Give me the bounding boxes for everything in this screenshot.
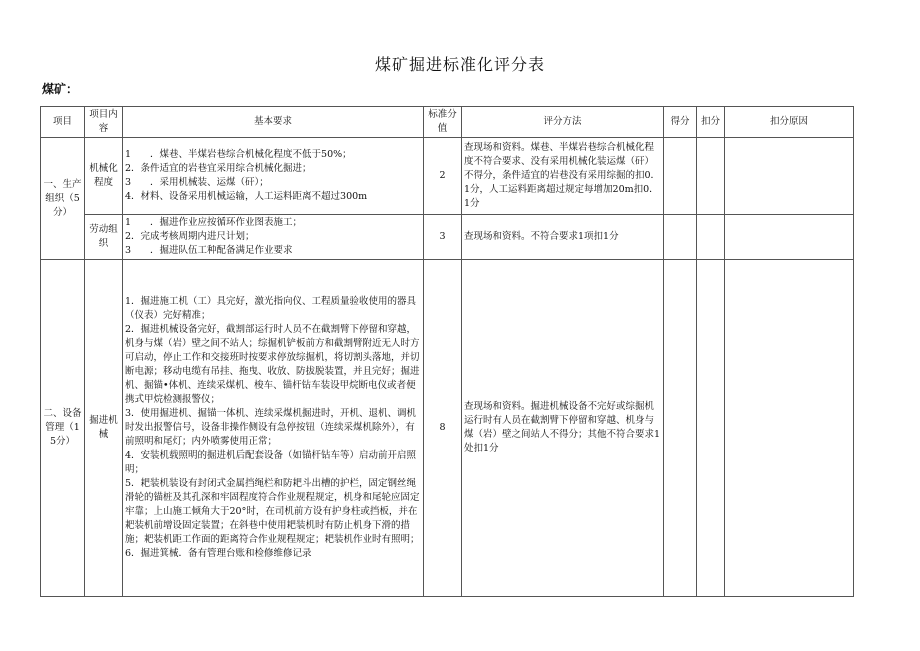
got-cell[interactable]	[664, 215, 697, 260]
requirement-line: 1 ．掘进作业应按循环作业图表施工；	[125, 217, 303, 228]
deduct-cell[interactable]	[697, 138, 725, 215]
header-item: 项目	[41, 107, 85, 138]
requirement-line: 3．使用掘进机、掘锚一体机、连续采煤机掘进时，开机、退机、调机时发出报警信号，设备非操作侧设有急停按钮（连续采煤机除外），有前照明和尾灯；内外喷雾使用正常；	[125, 408, 417, 447]
scoring-table	[40, 106, 854, 597]
got-cell[interactable]	[664, 260, 697, 597]
reason-cell[interactable]	[725, 215, 854, 260]
score-cell: 3	[424, 215, 462, 260]
requirement-line: 3 ．掘进队伍工种配备满足作业要求	[125, 245, 293, 256]
table-row	[41, 215, 854, 260]
requirement-line: 3 ．采用机械装、运煤（矸）；	[125, 177, 269, 188]
table-row	[41, 260, 854, 597]
item-cell: 二、设备管理（15分）	[41, 260, 85, 597]
requirement-line: 5．耙装机装设有封闭式金属挡绳栏和防耙斗出槽的护栏，固定钢丝绳滑轮的锚桩及其孔深和牢固程度符合作业规程规定，机身和尾轮应固定牢靠；上山施工倾角大于20°时，在司机前方设有护身柱或挡板，并在耙装机前增设固定装置；在斜巷中使用耙装机时有防止机身下滑的措施；耙装机距工作面的距离符合作业规程规定；耙装机作业时有照明；	[125, 478, 420, 545]
content-cell: 掘进机械	[85, 260, 123, 597]
method-cell: 查现场和资料。不符合要求1项扣1分	[462, 215, 664, 260]
header-row	[41, 107, 854, 138]
requirement-line: 4．材料、设备采用机械运输，人工运料距离不超过300m	[125, 191, 368, 202]
table-row	[41, 138, 854, 215]
header-method: 评分方法	[462, 107, 664, 138]
got-cell[interactable]	[664, 138, 697, 215]
header-score: 标准分值	[424, 107, 462, 138]
deduct-cell[interactable]	[697, 215, 725, 260]
header-content: 项目内容	[85, 107, 123, 138]
score-cell: 8	[424, 260, 462, 597]
header-deduct: 扣分	[697, 107, 725, 138]
reason-cell[interactable]	[725, 260, 854, 597]
method-cell: 查现场和资料。掘进机械设备不完好或综掘机运行时有人员在截割臂下停留和穿越、机身与煤（岩）壁之间站人不得分；其他不符合要求1处扣1分	[462, 260, 664, 597]
requirement-line: 1 ．煤巷、半煤岩巷综合机械化程度不低于50%；	[125, 149, 352, 160]
requirements-cell	[123, 138, 424, 215]
requirements-cell	[123, 260, 424, 597]
header-requirements: 基本要求	[123, 107, 424, 138]
content-cell: 劳动组织	[85, 215, 123, 260]
content-cell: 机械化程度	[85, 138, 123, 215]
header-reason: 扣分原因	[725, 107, 854, 138]
page-title: 煤矿掘进标准化评分表	[374, 55, 545, 74]
requirement-line: 6．掘进箕械．备有管理台账和检修维修记录	[125, 548, 312, 559]
score-cell: 2	[424, 138, 462, 215]
requirement-line: 1．掘进施工机（工）具完好，激光指向仪、工程质量验收使用的器具（仪表）完好精准；	[125, 296, 417, 321]
reason-cell[interactable]	[725, 138, 854, 215]
method-cell: 查现场和资料。煤巷、半煤岩巷综合机械化程度不符合要求、没有采用机械化装运煤（矸）不得分，条件适宜的岩巷没有采用综掘的扣0．1分，人工运料距离超过规定每增加20m扣0．1分	[462, 138, 664, 215]
requirement-line: 2．掘进机械设备完好，截割部运行时人员不在截割臂下停留和穿越，机身与煤（岩）壁之间不站人；综掘机铲板前方和截割臂附近无人时方可启动，停止工作和交接班时按要求停放综掘机，将切割头落地，并切断电源；移动电缆有吊挂、拖曳、收放、防拔脱装置，并且完好；掘进机、掘锚•体机、连续采煤机、梭车、锚杆钻车装设甲烷断电仪或者便携式甲烷检测报警仪；	[125, 324, 420, 405]
mine-label: 煤矿：	[42, 82, 79, 96]
requirements-cell	[123, 215, 424, 260]
requirement-line: 2．条件适宜的岩巷宜采用综合机械化掘进；	[125, 163, 312, 174]
requirement-line: 4．安装机载照明的掘进机后配套设备（如锚杆钻车等）启动前开启照明；	[125, 450, 417, 475]
item-cell: 一、生产组织（5分）	[41, 138, 85, 260]
deduct-cell[interactable]	[697, 260, 725, 597]
requirement-line: 2．完成考核周期内进尺计划；	[125, 231, 255, 242]
header-got: 得分	[664, 107, 697, 138]
